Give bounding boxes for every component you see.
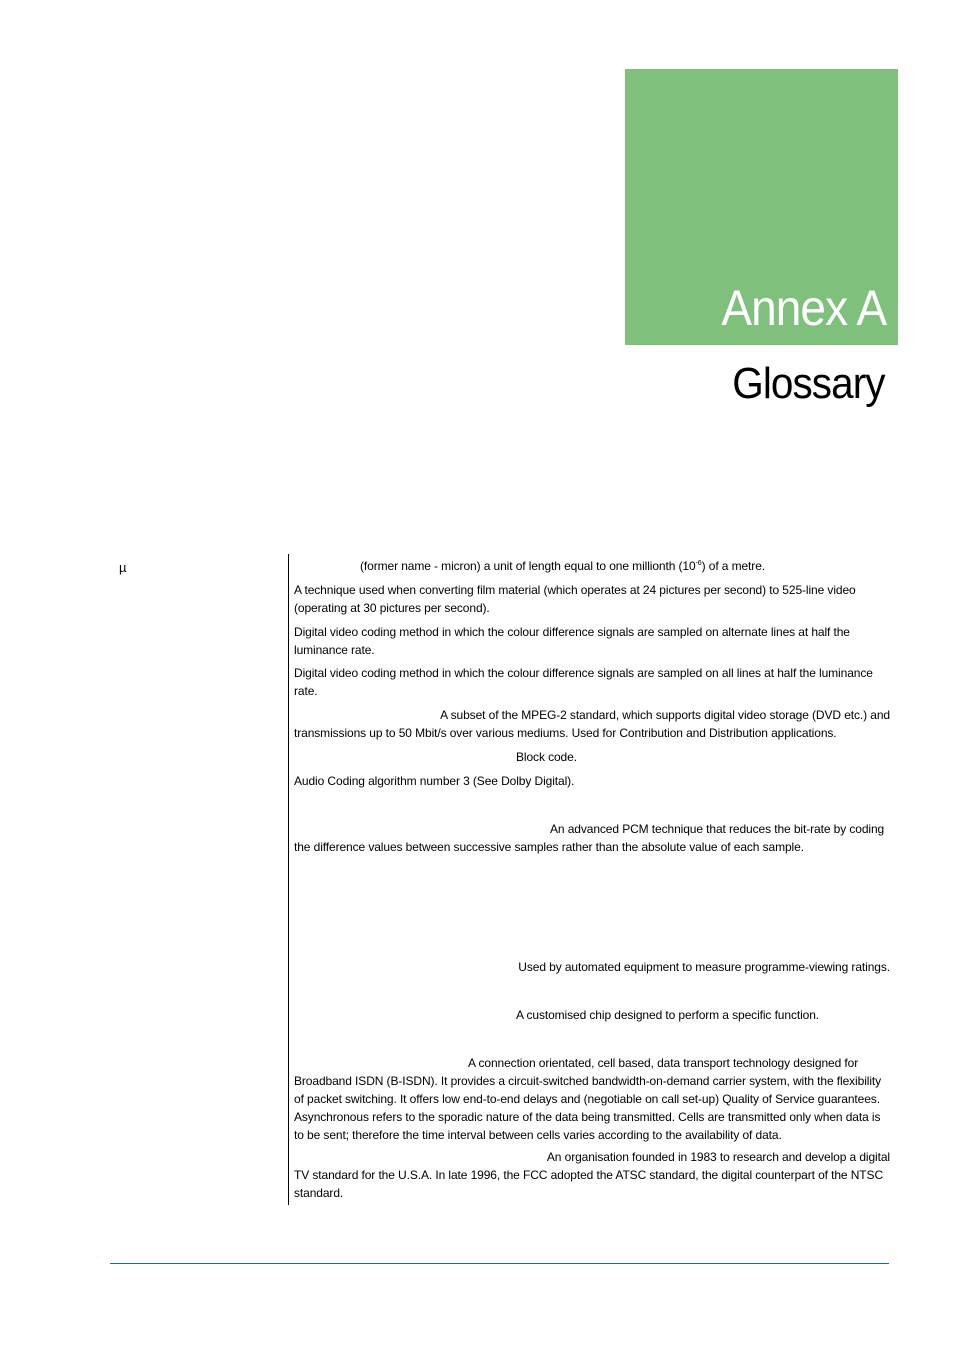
definition-ac3: Audio Coding algorithm number 3 (See Dolby Digital).	[294, 774, 575, 788]
term-micro-symbol: µ	[119, 560, 127, 575]
definition-amol: Used by automated equipment to measure programme-viewing ratings.	[518, 960, 890, 974]
definition-4-2-0: Digital video coding method in which the colour difference signals are sampled on alternate lines at half the luminance rate.	[294, 625, 850, 657]
definition-asic: A customised chip designed to perform a specific function.	[516, 1008, 820, 1022]
column-divider	[288, 554, 289, 1205]
footer-rule	[110, 1263, 889, 1264]
definition-4-2-2: Digital video coding method in which the colour difference signals are sampled on all lines at half the luminance rate.	[294, 666, 873, 698]
definition-atsc: An organisation founded in 1983 to research and develop a digital TV standard for the U.S.A. In late 1996, the FCC adopted the ATSC standard, the digital counterpart of the NTSC standard.	[294, 1150, 890, 1200]
annex-label: Annex A	[721, 280, 886, 336]
definition-422-profile: A subset of the MPEG-2 standard, which supports digital video storage (DVD etc.) and transmissions up to 50 Mbit/s over various mediums. Used for Contribution and Distribution applications.	[294, 708, 890, 740]
definition-atm: A connection orientated, cell based, data transport technology designed for Broadband ISDN (B-ISDN). It provides a circuit-switched bandwidth-on-demand carrier system, with the flexibility of packet switching. It offers low end-to-end delays and (negotiable on call set-up) Quality of Service guarantees. Asynchronous refers to the sporadic nature of the data being transmitted. Cells are transmitted only when data is to be sent; therefore the time interval between cells varies according to the availability of data.	[294, 1056, 882, 1142]
chapter-title: Glossary	[732, 359, 885, 408]
term-column	[119, 560, 127, 575]
definition-micro: (former name - micron) a unit of length equal to one millionth $(10^{-6})$ of a metre.	[360, 559, 765, 573]
annex-banner	[625, 69, 898, 345]
definition-block-code: Block code.	[516, 750, 577, 764]
definition-3-2-pulldown: A technique used when converting film material (which operates at 24 pictures per second) to 525-line video (operating at 30 pictures per second).	[294, 583, 856, 615]
definition-adpcm: An advanced PCM technique that reduces the bit-rate by coding the difference values between successive samples rather than the absolute value of each sample.	[294, 822, 885, 854]
